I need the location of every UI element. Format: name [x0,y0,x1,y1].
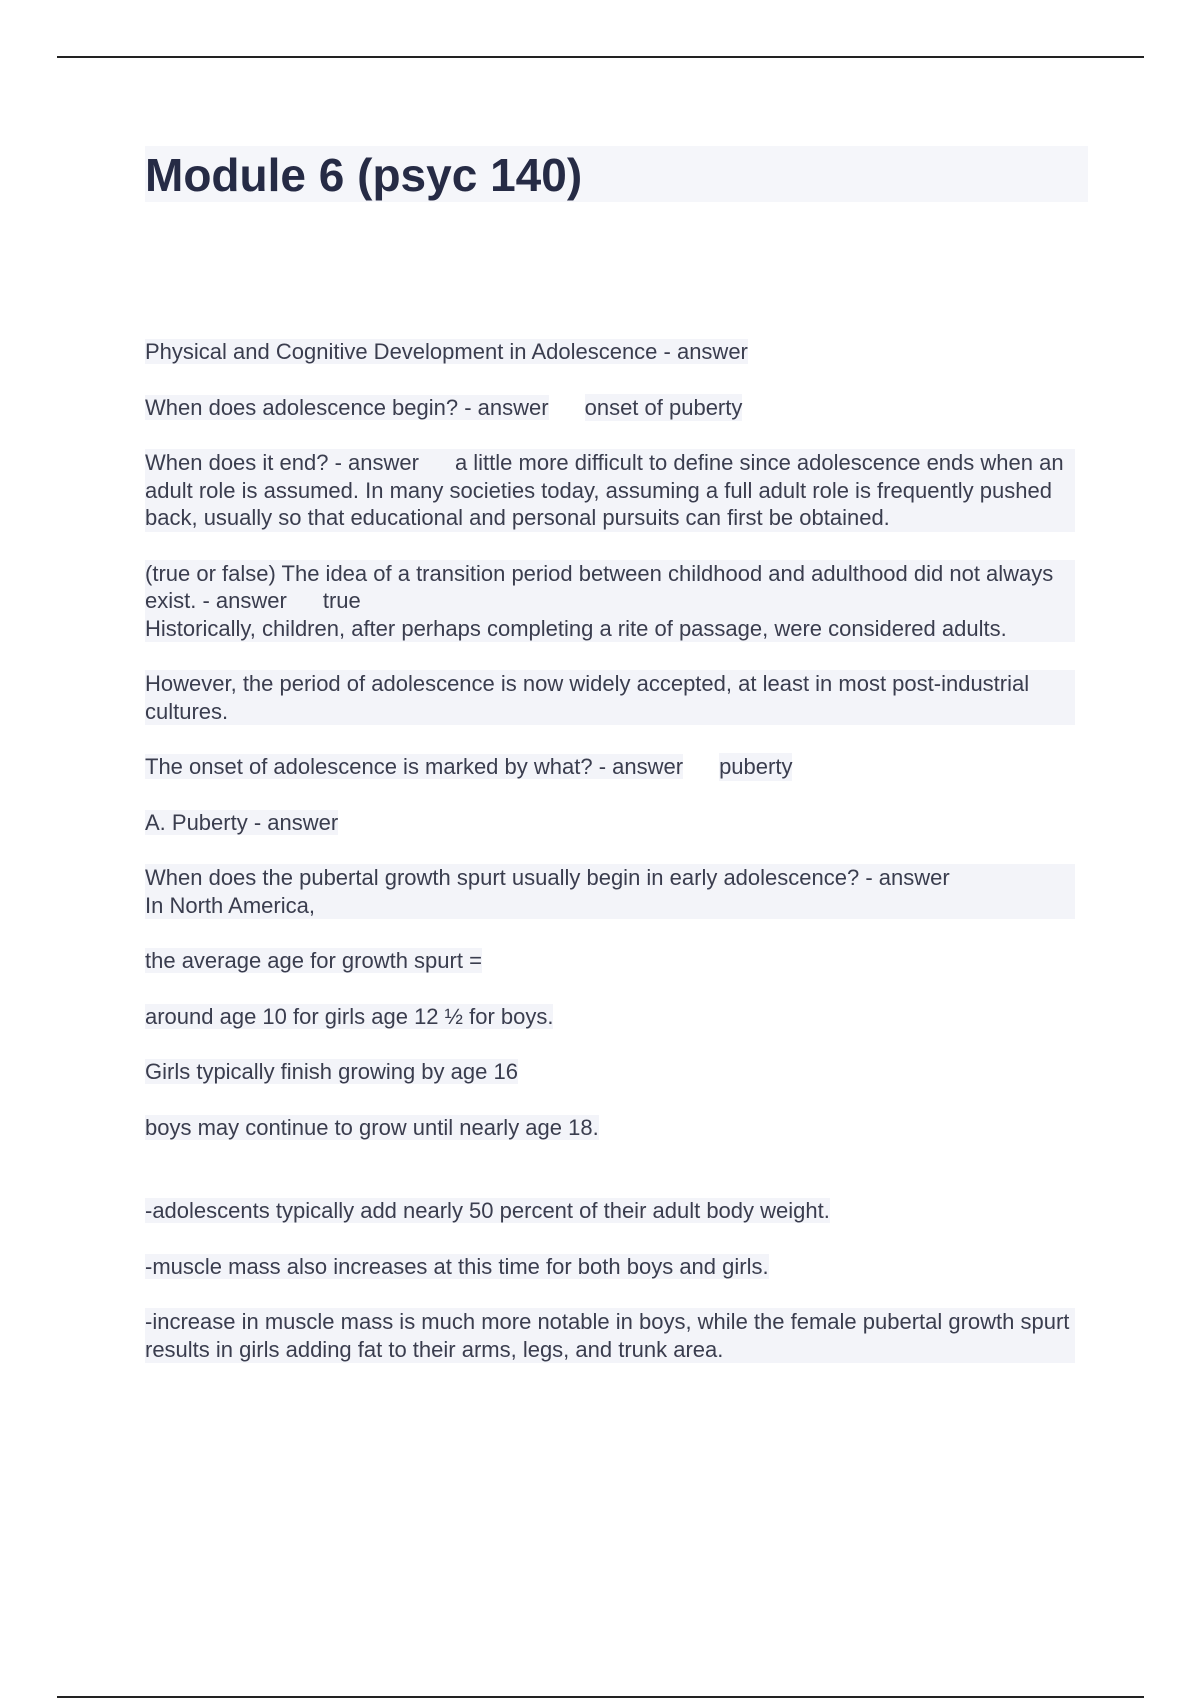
page-title: Module 6 (psyc 140) [145,149,583,201]
qa-item [145,864,1075,919]
question-text: A. Puberty - answer [145,809,339,835]
question-text: When does adolescence begin? - answer [145,394,549,420]
answer-text: a little more difficult to define since adolescence ends when an adult role is assumed. In many societies today, assuming a full adult role is frequently pushed back, usually so that educational and personal pursuits can first be obtained. [145,450,1064,530]
qa-item [145,394,1075,422]
question-text: Physical and Cognitive Development in Adolescence - answer [145,339,748,364]
question-text: The onset of adolescence is marked by what? - answer [145,754,684,779]
qa-item [145,338,1075,366]
text-line: -muscle mass also increases at this time for both boys and girls. [145,1253,769,1279]
text-item [145,1197,1075,1225]
text-item: However, the period of adolescence is now widely accepted, at least in most post-industrial cultures. [145,670,1075,725]
answer-continuation: Historically, children, after perhaps completing a rite of passage, were considered adults. [145,615,1007,641]
top-rule [57,56,1144,58]
text-item [145,1253,1075,1281]
answer-text: puberty [719,754,793,779]
answer-text: true [322,588,361,613]
text-line: the average age for growth spurt = [145,948,482,973]
question-text: (true or false) The idea of a transition period between childhood and adulthood did not always exist. - answer [145,560,1054,613]
document-body [145,338,1075,1391]
text-line: boys may continue to grow until nearly age 18. [145,1114,599,1140]
qa-item [145,560,1075,643]
text-line: around age 10 for girls age 12 ½ for boys. [145,1003,554,1029]
question-text: When does the pubertal growth spurt usually begin in early adolescence? - answer [145,865,950,890]
qa-item [145,753,1075,781]
spacer [145,1169,1075,1197]
text-item [145,1003,1075,1031]
qa-item [145,449,1075,532]
answer-text: onset of puberty [584,394,743,420]
question-text: When does it end? - answer [145,450,419,475]
text-line: Girls typically finish growing by age 16 [145,1059,518,1084]
bottom-rule [57,1696,1144,1698]
text-item: -increase in muscle mass is much more notable in boys, while the female pubertal growth spurt results in girls adding fat to their arms, legs, and trunk area. [145,1308,1075,1363]
text-item [145,1058,1075,1086]
text-line: -adolescents typically add nearly 50 percent of their adult body weight. [145,1198,830,1223]
text-item [145,1114,1075,1142]
qa-item [145,809,1075,837]
answer-continuation: In North America, [145,892,315,918]
text-item [145,947,1075,975]
